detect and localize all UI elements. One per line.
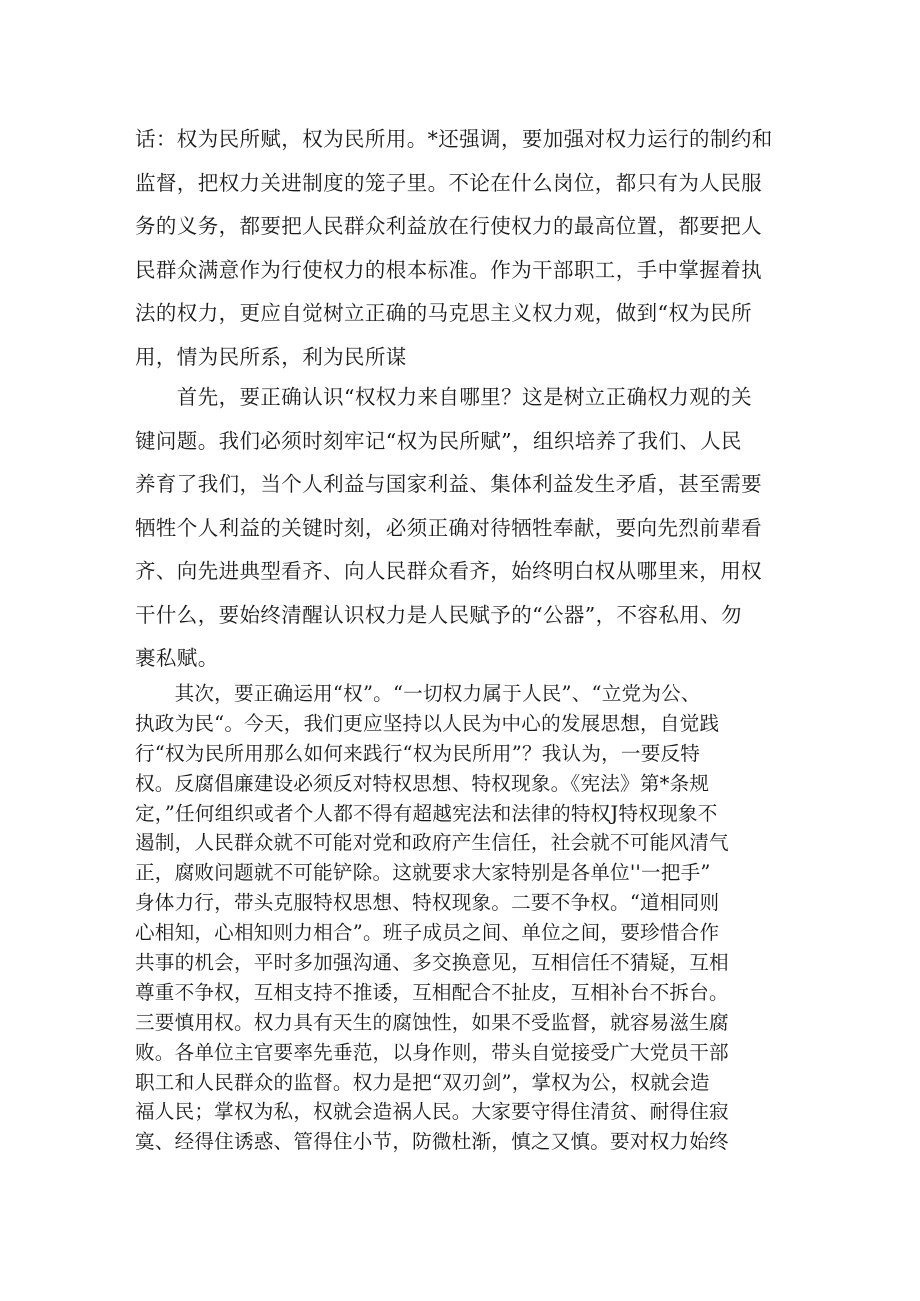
text-line: 牺牲个人利益的关键时刻，必须正确对待牺牲奉献，要向先烈前辈看 <box>135 515 762 540</box>
text-line: 键问题。我们必须时刻牢记“权为民所赋”，组织培养了我们、人民 <box>135 428 742 453</box>
text-line: 民群众满意作为行使权力的根本标准。作为干部职工，手中掌握着执 <box>135 257 762 282</box>
text-line: 三要慎用权。权力具有天生的腐蚀性，如果不受监督，就容易滋生腐 <box>135 1010 729 1034</box>
text-line: 职工和人民群众的监督。权力是把“双刃剑”，掌权为公，权就会造 <box>135 1070 710 1094</box>
text-line: 遏制，人民群众就不可能对党和政府产生信任，社会就不可能风清气 <box>135 831 729 855</box>
text-line: 干什么，要始终清醒认识权力是人民赋予的“公器”，不容私用、勿 <box>135 602 742 627</box>
text-line: 务的义务，都要把人民群众利益放在行使权力的最高位置，都要把人 <box>135 214 762 238</box>
text-line: 执政为民“。今天，我们更应坚持以人民为中心的发展思想，自觉践 <box>135 711 720 735</box>
text-line: 身体力行，带头克服特权思想、特权现象。二要不争权。“道相同则 <box>135 891 720 915</box>
paragraph-2 <box>135 376 795 681</box>
text-line: 齐、向先进典型看齐、向人民群众看齐，始终明白权从哪里来，用权 <box>135 559 762 583</box>
text-line: 裹私赋。 <box>135 646 219 670</box>
paragraph-3 <box>135 679 795 1157</box>
text-line: 养育了我们，当个人利益与国家利益、集体利益发生矛盾，甚至需要 <box>135 472 762 496</box>
text-line: 首先，要正确认识“权权力来自哪里？这是树立正确权力观的关 <box>135 385 752 409</box>
text-line: 败。各单位主官要率先垂范，以身作则，带头自觉接受广大党员干部 <box>135 1040 729 1064</box>
text-line: 行“权为民所用那么如何来践行“权为民所用”？我认为，一要反特 <box>135 741 701 765</box>
text-line: 心相知，心相知则力相合”。班子成员之间、单位之间，要珍惜合作 <box>135 921 720 945</box>
text-line: 其次，要正确运用“权”。“一切权力属于人民”、“立党为公、 <box>135 682 701 705</box>
text-line: 定，”任何组织或者个人都不得有超越宪法和法律的特权J特权现象不 <box>135 801 718 825</box>
text-line: 寞、经得住诱惑、管得住小节，防微杜渐，慎之又慎。要对权力始终 <box>135 1130 729 1154</box>
text-line: 用，情为民所系，利为民所谋 <box>135 344 407 369</box>
text-line: 权。反腐倡廉建设必须反对特权思想、特权现象。《宪法》第*条规 <box>135 771 710 795</box>
text-line: 话：权为民所赋，权为民所用。*还强调，要加强对权力运行的制约和 <box>135 127 773 151</box>
text-line: 共事的机会，平时多加强沟通、多交换意见，互相信任不猜疑，互相 <box>135 951 729 975</box>
text-line: 法的权力，更应自觉树立正确的马克思主义权力观，做到“权为民所 <box>135 301 752 325</box>
paragraph-1 <box>135 118 795 379</box>
text-line: 福人民；掌权为私，权就会造祸人民。大家要守得住清贫、耐得住寂 <box>135 1100 729 1124</box>
text-line: 正，腐败问题就不可能铲除。这就要求大家特别是各单位''一把手” <box>135 861 711 885</box>
text-line: 监督，把权力关进制度的笼子里。不论在什么岗位，都只有为人民服 <box>135 170 762 195</box>
text-line: 尊重不争权，互相支持不推诿，互相配合不扯皮，互相补台不拆台。 <box>135 980 729 1004</box>
